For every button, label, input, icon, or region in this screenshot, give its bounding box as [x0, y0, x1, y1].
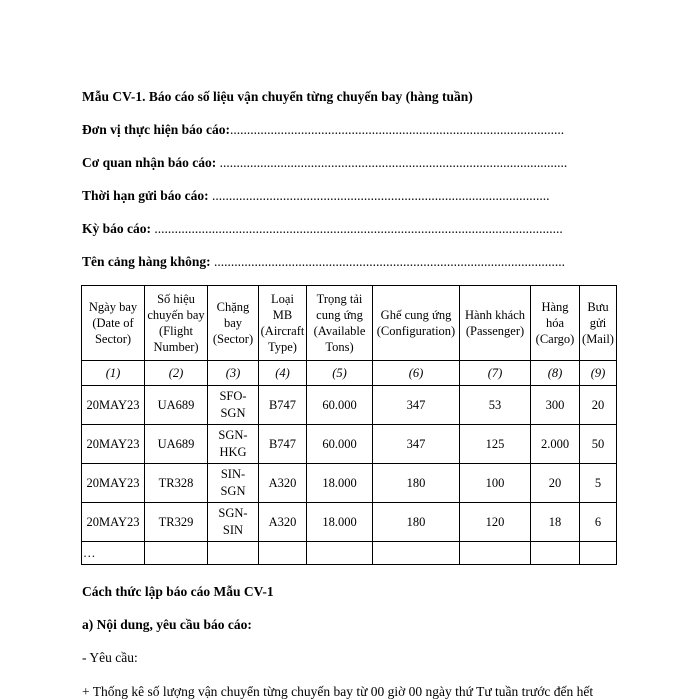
- cell-tons: 18.000: [307, 503, 373, 542]
- form-title: Mẫu CV-1. Báo cáo số liệu vận chuyển từng chuyến bay (hàng tuần): [82, 89, 473, 104]
- cell-config: 180: [373, 464, 460, 503]
- fill-dots: .......................................................................................................: [216, 155, 568, 170]
- cell-date: 20MAY23: [82, 503, 145, 542]
- cell-flight: UA689: [145, 386, 208, 425]
- header-aircraft-type: Loại MB (Aircraft Type): [259, 286, 307, 361]
- instructions-heading: Cách thức lập báo cáo Mẫu CV-1: [82, 584, 274, 599]
- empty-cell: [259, 542, 307, 565]
- table-row: [82, 386, 617, 425]
- index-cell: (4): [259, 361, 307, 386]
- cell-sector: SFO- SGN: [208, 386, 259, 425]
- header-available-tons: Trọng tải cung ứng (Available Tons): [307, 286, 373, 361]
- cell-date: 20MAY23: [82, 464, 145, 503]
- cell-mail: 5: [580, 464, 617, 503]
- index-cell: (6): [373, 361, 460, 386]
- cell-pax: 100: [460, 464, 531, 503]
- cell-date: 20MAY23: [82, 425, 145, 464]
- cell-flight: UA689: [145, 425, 208, 464]
- column-index-row: [82, 361, 617, 386]
- field-label: Kỳ báo cáo:: [82, 221, 151, 236]
- index-cell: (3): [208, 361, 259, 386]
- table-row-continuation: [82, 542, 617, 565]
- header-date: Ngày bay (Date of Sector): [82, 286, 145, 361]
- cell-cargo: 2.000: [531, 425, 580, 464]
- cell-mail: 50: [580, 425, 617, 464]
- fill-dots: ...................................................................................................: [229, 122, 565, 137]
- cell-date: 20MAY23: [82, 386, 145, 425]
- index-cell: (8): [531, 361, 580, 386]
- empty-cell: [580, 542, 617, 565]
- fill-dots: ....................................................................................................: [208, 188, 550, 203]
- cell-cargo: 20: [531, 464, 580, 503]
- cell-pax: 125: [460, 425, 531, 464]
- index-cell: (2): [145, 361, 208, 386]
- table-row: [82, 464, 617, 503]
- field-airport-name: [82, 254, 565, 270]
- empty-cell: [531, 542, 580, 565]
- cell-aircraft: B747: [259, 386, 307, 425]
- empty-cell: [460, 542, 531, 565]
- field-label: Thời hạn gửi báo cáo:: [82, 188, 209, 203]
- section-a-heading: a) Nội dung, yêu cầu báo cáo:: [82, 617, 252, 632]
- cell-tons: 18.000: [307, 464, 373, 503]
- cell-config: 347: [373, 386, 460, 425]
- cell-tons: 60.000: [307, 386, 373, 425]
- header-cargo: Hàng hóa (Cargo): [531, 286, 580, 361]
- requirements-label: - Yêu cầu:: [82, 650, 138, 665]
- cell-aircraft: B747: [259, 425, 307, 464]
- header-sector: Chặng bay (Sector): [208, 286, 259, 361]
- field-reporting-period: [82, 221, 563, 237]
- index-cell: (1): [82, 361, 145, 386]
- flight-report-table: [81, 285, 617, 565]
- cell-sector: SGN- SIN: [208, 503, 259, 542]
- empty-cell: [145, 542, 208, 565]
- cell-cargo: 300: [531, 386, 580, 425]
- empty-cell: [307, 542, 373, 565]
- cell-tons: 60.000: [307, 425, 373, 464]
- requirement-item-1: + Thống kê số lượng vận chuyển từng chuyến bay từ 00 giờ 00 ngày thứ Tư tuần trước đến hết: [82, 684, 594, 699]
- field-label: Cơ quan nhận báo cáo:: [82, 155, 217, 170]
- field-label: Đơn vị thực hiện báo cáo:: [82, 122, 230, 137]
- empty-cell: [208, 542, 259, 565]
- index-cell: (9): [580, 361, 617, 386]
- header-mail: Bưu gửi (Mail): [580, 286, 617, 361]
- cell-pax: 120: [460, 503, 531, 542]
- cell-aircraft: A320: [259, 503, 307, 542]
- cell-aircraft: A320: [259, 464, 307, 503]
- index-cell: (7): [460, 361, 531, 386]
- table-header-row: [82, 286, 617, 361]
- field-receiving-agency: [82, 155, 567, 171]
- cell-flight: TR328: [145, 464, 208, 503]
- fill-dots: .........................................................................................................................: [151, 221, 563, 236]
- cell-pax: 53: [460, 386, 531, 425]
- field-deadline: [82, 188, 549, 204]
- table-row: [82, 425, 617, 464]
- header-passenger: Hành khách (Passenger): [460, 286, 531, 361]
- cell-config: 347: [373, 425, 460, 464]
- cell-mail: 20: [580, 386, 617, 425]
- cell-sector: SGN- HKG: [208, 425, 259, 464]
- cell-cargo: 18: [531, 503, 580, 542]
- fill-dots: ........................................................................................................: [210, 254, 566, 269]
- cell-sector: SIN- SGN: [208, 464, 259, 503]
- table-row: [82, 503, 617, 542]
- cell-mail: 6: [580, 503, 617, 542]
- header-flight-number: Số hiệu chuyến bay (Flight Number): [145, 286, 208, 361]
- field-reporting-unit: [82, 122, 564, 138]
- header-configuration: Ghế cung ứng (Configuration): [373, 286, 460, 361]
- cell-config: 180: [373, 503, 460, 542]
- empty-cell: [373, 542, 460, 565]
- cell-flight: TR329: [145, 503, 208, 542]
- ellipsis-cell: …: [82, 542, 145, 565]
- index-cell: (5): [307, 361, 373, 386]
- field-label: Tên cảng hàng không:: [82, 254, 211, 269]
